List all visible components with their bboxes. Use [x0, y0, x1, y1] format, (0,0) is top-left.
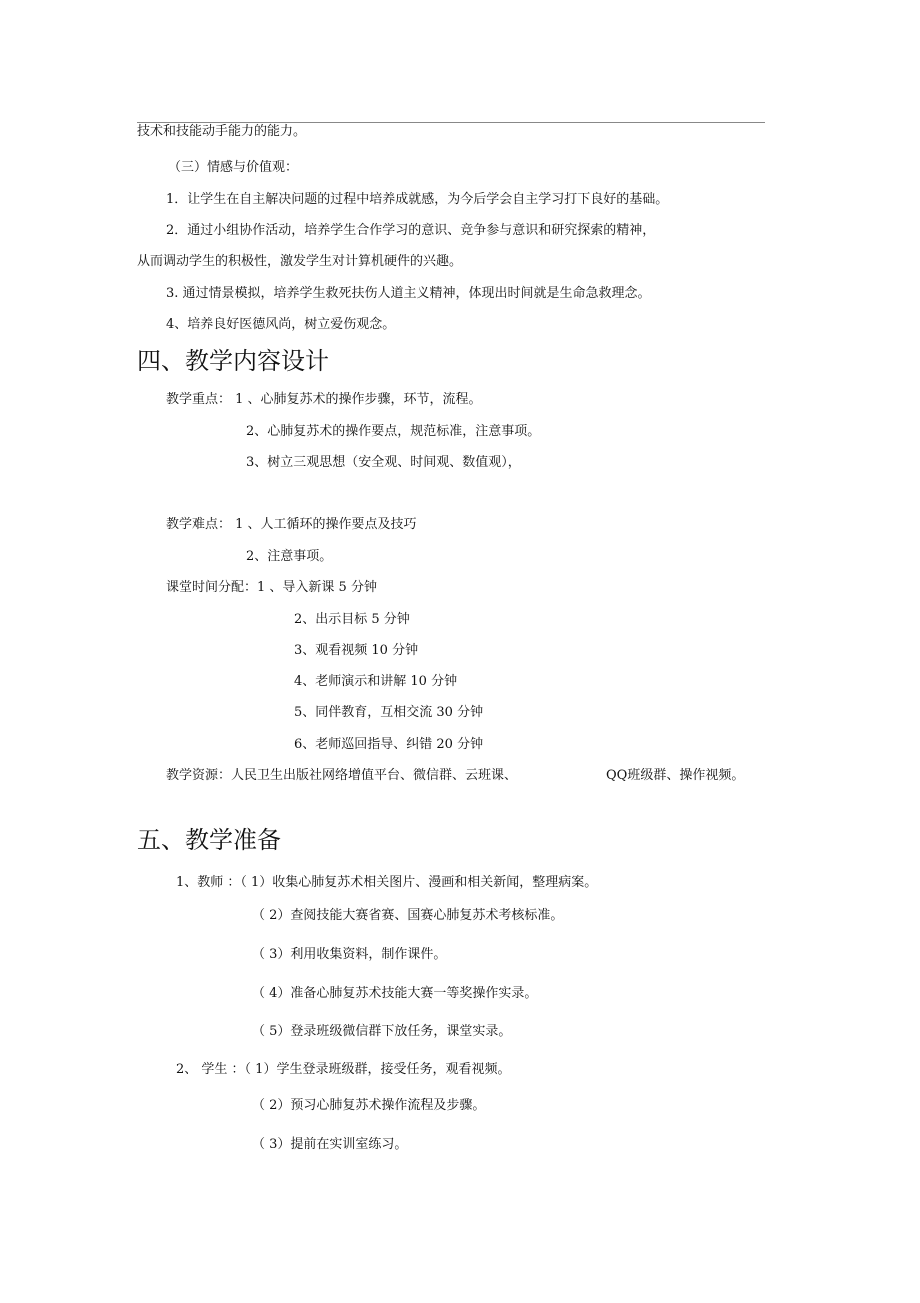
time-item-3: 3、观看视频 10 分钟: [294, 643, 419, 658]
time-item-2: 2、出示目标 5 分钟: [294, 612, 410, 627]
resources-text: 教学资源：人民卫生出版社网络增值平台、微信群、云班课、: [166, 768, 518, 783]
header-rule: [137, 122, 765, 123]
key-point-3: 3、树立三观思想（安全观、时间观、数值观），: [246, 455, 521, 470]
student-item-2: （ 2）预习心肺复苏术操作流程及步骤。: [252, 1098, 486, 1113]
teacher-item-4: （ 4）准备心肺复苏术技能大赛一等奖操作实录。: [252, 986, 538, 1001]
section5-title: 五、教学准备: [137, 826, 281, 854]
affect-item-2-cont: 从而调动学生的积极性，激发学生对计算机硬件的兴趣。: [137, 254, 463, 269]
time-item-4: 4、老师演示和讲解 10 分钟: [294, 674, 458, 689]
teacher-item-2: （ 2）查阅技能大赛省赛、国赛心肺复苏术考核标准。: [252, 908, 564, 923]
teacher-item-3: （ 3）利用收集资料，制作课件。: [252, 947, 447, 962]
teacher-item-1: 1、教师 ：（ 1）收集心肺复苏术相关图片、漫画和相关新闻，整理病案。: [176, 875, 598, 890]
student-item-3: （ 3）提前在实训室练习。: [252, 1137, 408, 1152]
affect-item-4: 4、培养良好医德风尚，树立爱伤观念。: [166, 317, 396, 332]
student-item-1: 2、 学生 ：（ 1）学生登录班级群，接受任务，观看视频。: [176, 1062, 511, 1077]
difficulty-2: 2、注意事项。: [246, 549, 333, 564]
time-item-5: 5、同伴教育，互相交流 30 分钟: [294, 705, 484, 720]
key-point-2: 2、心肺复苏术的操作要点，规范标准，注意事项。: [246, 424, 541, 439]
continuation-text: 技术和技能动手能力的能力。: [137, 124, 307, 139]
affect-item-2: 2．通过小组协作活动，培养学生合作学习的意识、竞争参与意识和研究探索的精神，: [166, 223, 656, 238]
key-point-1: 教学重点： 1 、心肺复苏术的操作步骤，环节，流程。: [166, 392, 482, 407]
resources-tail: QQ班级群、操作视频。: [606, 768, 745, 783]
difficulty-1: 教学难点： 1 、人工循环的操作要点及技巧: [166, 517, 417, 532]
section4-title: 四、教学内容设计: [137, 347, 329, 375]
time-item-6: 6、老师巡回指导、纠错 20 分钟: [294, 737, 484, 752]
teacher-item-5: （ 5）登录班级微信群下放任务，课堂实录。: [252, 1024, 512, 1039]
affect-heading: （三）情感与价值观：: [168, 160, 299, 175]
time-item-1: 课堂时间分配：1 、导入新课 5 分钟: [166, 580, 377, 595]
affect-item-3: 3. 通过情景模拟，培养学生救死扶伤人道主义精神，体现出时间就是生命急救理念。: [166, 286, 651, 301]
affect-item-1: 1．让学生在自主解决问题的过程中培养成就感，为今后学会自主学习打下良好的基础。: [166, 192, 669, 207]
